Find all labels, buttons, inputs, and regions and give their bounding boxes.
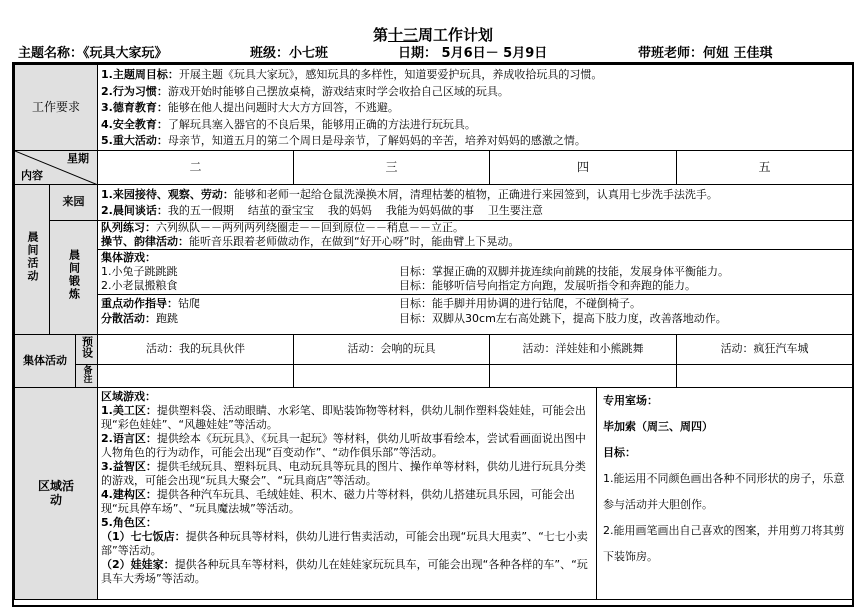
focus-action: 重点动作指导：钻爬 目标：能手脚并用协调的进行钻爬，不碰倒椅子。 bbox=[101, 296, 642, 310]
requirements-label: 工作要求 bbox=[15, 65, 98, 151]
area-art: 1.美工区：提供塑料袋、活动眼睛、水彩笔、即贴装饰物等材料，供幼儿制作塑料袋娃娃，可能会出现“彩色娃娃”、“风趣娃娃”等活动。 bbox=[101, 403, 586, 431]
day-thu: 四 bbox=[490, 150, 677, 184]
arrival-content: 1.来园接待、观察、劳动：能够和老师一起给仓鼠洗澡换木屑，清理枯萎的植物，正确进行来园签到，认真用七步洗手法洗手。 2.晨间谈话：我的五一假期 结茧的蚕宝宝 我的妈妈 我能为妈妈做的事 卫生要注意 bbox=[98, 184, 853, 220]
exercise-label: 晨间锻炼 bbox=[50, 220, 98, 334]
week-number: 十三 bbox=[387, 26, 418, 44]
requirement-moral: 3.德育教育：能够在他人提出问题时大大方方回答，不逃避。 bbox=[101, 101, 399, 114]
arrival-label: 来园 bbox=[50, 184, 98, 220]
area-label: 区域活动 bbox=[15, 387, 98, 599]
activity-tue: 活动：我的玩具伙伴 bbox=[98, 334, 294, 364]
game-1: 1.小兔子跳跳跳 目标：掌握正确的双脚并拢连续向前跳的技能，发展身体平衡能力。 bbox=[101, 264, 730, 278]
date-range: 日期： 5月6日－ 5月9日 bbox=[398, 46, 548, 61]
area-role-doll-house: （2）娃娃家：提供各种玩具车等材料，供幼儿在娃娃家玩玩具车，可能会出现“各种各样的车”、“玩具车大秀场”等活动。 bbox=[101, 557, 588, 585]
day-wed: 三 bbox=[294, 150, 490, 184]
area-content: 区域游戏： 1.美工区：提供塑料袋、活动眼睛、水彩笔、即贴装饰物等材料，供幼儿制作塑料袋娃娃，可能会出现“彩色娃娃”、“风趣娃娃”等活动。 2.语言区：提供绘本《玩玩具》、《玩具一起玩》等材料，供幼儿听故事看绘本，尝试看画面说出图中人物角色的行为动作，可能会出现“百变动作”、“动作俱乐部”等活动。 3.益智区：提供毛绒玩具、塑料玩具、电动玩具等玩具的图片、操作单等材料，供幼儿进行玩具分类的游戏，可能会出现“玩具大聚会”、“玩具商店”等活动。 4.建构区：提供各种汽车玩具、毛绒娃娃、积木、磁力片等材料，供幼儿搭建玩具乐园，可能会出现“玩具停车场”、“玩具魔法城”等活动。 5.角色区： （1）七七饭店：提供各种玩具等材料，供幼儿进行售卖活动，可能会出现“玩具大甩卖”、“七七小卖部”等活动。 （2）娃娃家：提供各种玩具车等材料，供幼儿在娃娃家玩玩具车，可能会出现“各种各样的车”、“玩具车大秀场”等活动。 bbox=[98, 387, 597, 599]
activity-wed: 活动：会响的玩具 bbox=[294, 334, 490, 364]
theme-name: 主题名称：《玩具大家玩》 bbox=[18, 46, 168, 61]
morning-activity-label: 晨间活动 bbox=[15, 184, 50, 334]
area-puzzle: 3.益智区：提供毛绒玩具、塑料玩具、电动玩具等玩具的图片、操作单等材料，供幼儿进行玩具分类的游戏，可能会出现“玩具大聚会”、“玩具商店”等活动。 bbox=[101, 459, 586, 487]
plan-header bbox=[18, 42, 858, 60]
requirement-habit: 2.行为习惯：游戏开始时能够自己摆放桌椅，游戏结束时学会收拾自己区域的玩具。 bbox=[101, 84, 509, 98]
collective-label: 集体活动 bbox=[15, 334, 76, 387]
note-tue bbox=[98, 364, 294, 387]
class-name: 班级：小七班 bbox=[250, 46, 329, 61]
note-thu bbox=[490, 364, 677, 387]
requirement-goal: 1.主题周目标：开展主题《玩具大家玩》，感知玩具的多样性，知道要爱护玩具，养成收拾玩具的习惯。 bbox=[101, 68, 603, 81]
group-activity: 分散活动：跑跳 目标：双脚从30cm左右高处跳下，提高下肢力度，改善落地动作。 bbox=[101, 311, 727, 325]
preset-label: 预设 bbox=[76, 334, 98, 364]
note-fri bbox=[677, 364, 853, 387]
note-label: 备注 bbox=[76, 364, 98, 387]
week-corner-cell bbox=[15, 150, 98, 184]
activity-thu: 活动：洋娃娃和小熊跳舞 bbox=[490, 334, 677, 364]
corner-weekday: 星期 bbox=[67, 151, 90, 165]
day-tue: 二 bbox=[98, 150, 294, 184]
special-room: 专用室场： 毕加索（周三、周四） 目标： 1.能运用不同颜色画出各种不同形状的房子，乐意参与活动并大胆创作。 2.能用画笔画出自己喜欢的图案，并用剪刀将其剪下装饰房。 bbox=[597, 387, 853, 599]
area-language: 2.语言区：提供绘本《玩玩具》、《玩具一起玩》等材料，供幼儿听故事看绘本，尝试看画面说出图中人物角色的行为动作，可能会出现“百变动作”、“动作俱乐部”等活动。 bbox=[101, 431, 586, 459]
requirement-safety: 4.安全教育：了解玩具塞入器官的不良后果，能够用正确的方法进行玩玩具。 bbox=[101, 117, 476, 131]
corner-content: 内容 bbox=[21, 168, 43, 182]
activity-fri: 活动：疯狂汽车城 bbox=[677, 334, 853, 364]
requirements-content bbox=[98, 65, 853, 151]
exercise-content: 队列练习：六列纵队－－两列两列绕圈走－－回到原位－－稍息－－立正。 操节、韵律活动：能听音乐跟着老师做动作，在做到“好开心呀”时，能曲臂上下晃动。 集体游戏： 1.小兔子跳跳跳 目标：掌握正确的双脚并拢连续向前跳的技能，发展身体平衡能力。 2.小老鼠搬粮食 目标：能够听信号向指定方向跑，发展听指令和奔跑的能力。 重点动作指导：钻爬 目标：能手脚并用协调的进行钻爬，不碰倒椅子。 分散活动：跑跳 目标：双脚从30cm左右高处跳下，提高下肢力度，改善落地动作。 bbox=[98, 220, 853, 334]
day-fri: 五 bbox=[677, 150, 853, 184]
plan-table bbox=[12, 62, 854, 607]
requirement-event: 5.重大活动：母亲节，知道五月的第二个周日是母亲节，了解妈妈的辛苦，培养对妈妈的感激之情。 bbox=[101, 134, 586, 147]
area-role-restaurant: （1）七七饭店：提供各种玩具等材料，供幼儿进行售卖活动，可能会出现“玩具大甩卖”、“七七小卖部”等活动。 bbox=[101, 529, 588, 557]
note-wed bbox=[294, 364, 490, 387]
teachers: 带班老师：何妞 王佳琪 bbox=[638, 46, 773, 61]
area-build: 4.建构区：提供各种汽车玩具、毛绒娃娃、积木、磁力片等材料，供幼儿搭建玩具乐园，可能会出现“玩具停车场”、“玩具魔法城”等活动。 bbox=[101, 487, 575, 515]
game-2: 2.小老鼠搬粮食 目标：能够听信号向指定方向跑，发展听指令和奔跑的能力。 bbox=[101, 278, 697, 292]
page-title: 第十三周工作计划 bbox=[372, 26, 494, 44]
special-room-goal-2: 2.能用画笔画出自己喜欢的图案，并用剪刀将其剪下装饰房。 bbox=[603, 523, 845, 563]
special-room-goal-1: 1.能运用不同颜色画出各种不同形状的房子，乐意参与活动并大胆创作。 bbox=[603, 471, 845, 511]
